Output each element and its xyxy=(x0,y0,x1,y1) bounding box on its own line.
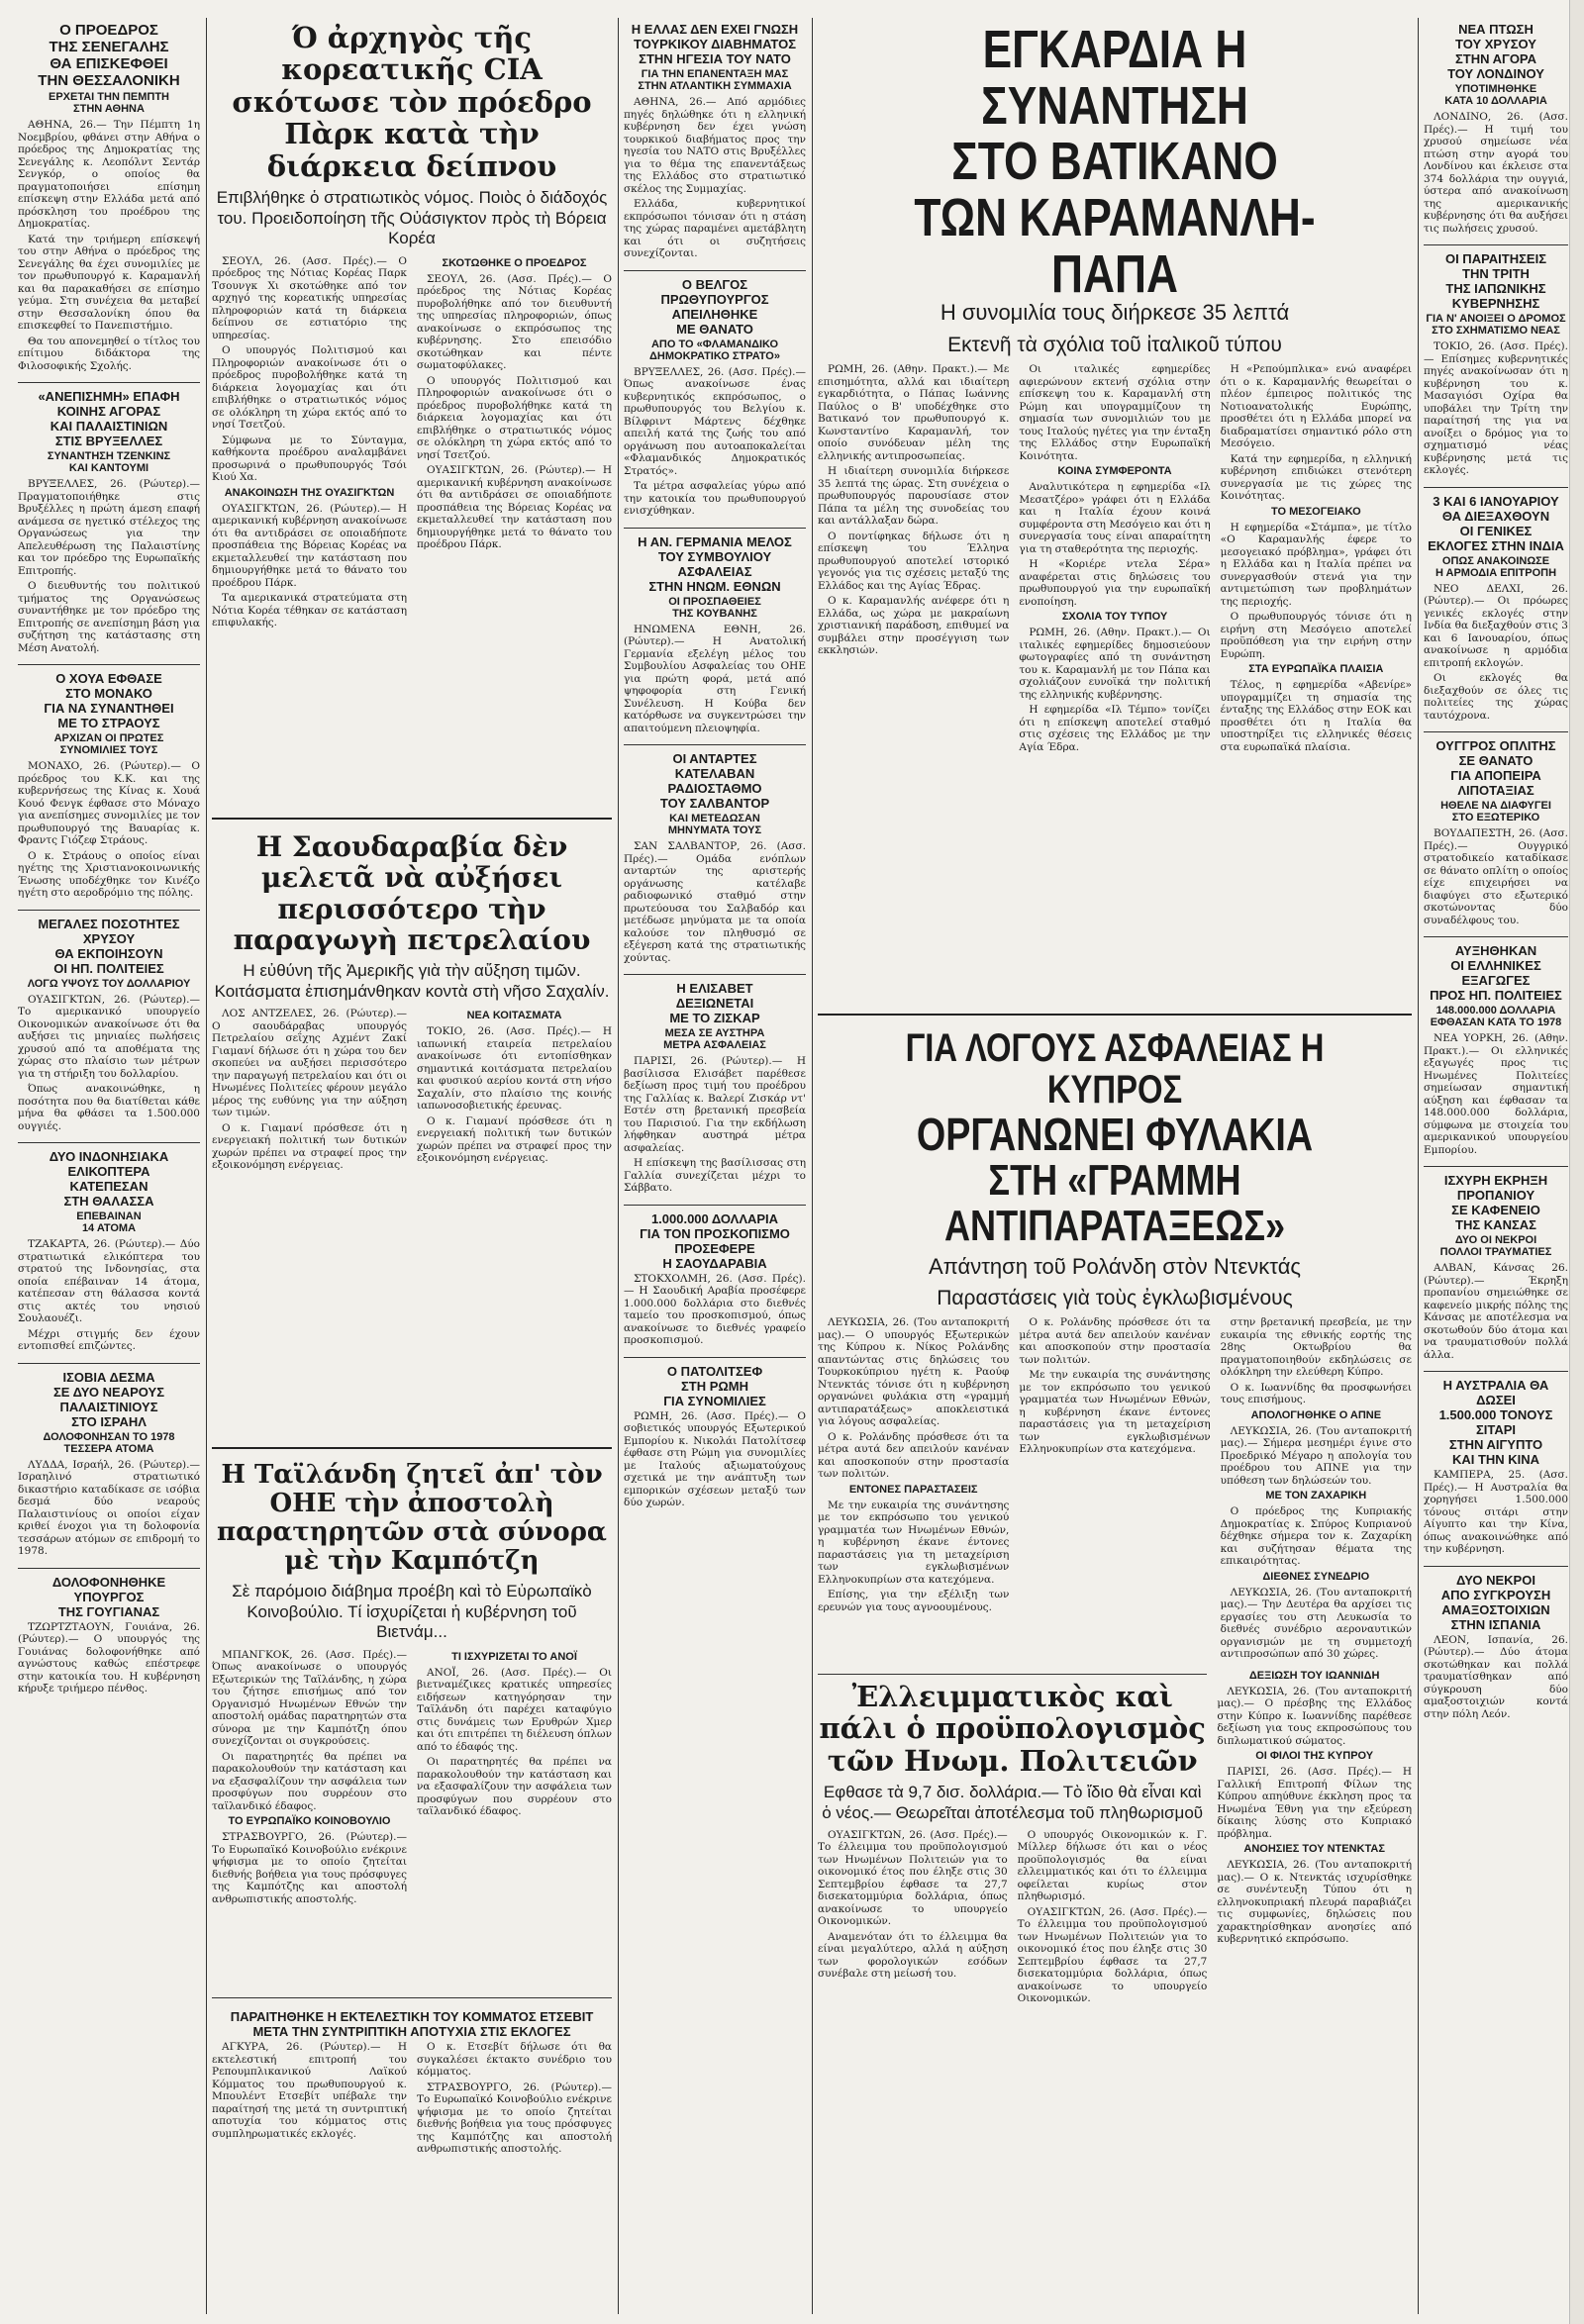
story-indonesia xyxy=(18,1149,200,1353)
story-headline: ΠΑΡΑΙΤΗΘΗΚΕ Η ΕΚΤΕΛΕΣΤΙΚΗ ΤΟΥ ΚΟΜΜΑΤΟΣ ΕΤΣΕΒΙΤ ΜΕΤΑ ΤΗΝ ΣΥΝΤΡΙΠΤΙΚΗ ΑΠΟΤΥΧΙΑ ΣΤΙΣ ΕΚΛΟΓΕΣ xyxy=(230,2009,594,2039)
story-paragraph: ΝΕΑ ΥΟΡΚΗ, 26. (Αθην. Πρακτ.).— Οι ελληνικές εξαγωγές προς τις Ηνωμένες Πολιτείες σημείωσαν σημαντική αύξηση και έφθασαν τα 148.000.000 δολλάρια, σύμφωνα με στοιχεία του αμερικανικού υπουργείου Εμπορίου. xyxy=(1424,1032,1568,1156)
story-spain xyxy=(1424,1573,1568,1721)
story-australia xyxy=(1424,1378,1568,1556)
story-monaco xyxy=(18,671,200,900)
headline-line: ΕΓΚΑΡΔΙΑ Η ΣΥΝΑΝΤΗΣΗ xyxy=(981,20,1248,136)
story-deck: Σὲ παρόμοιο διάβημα προέβη καὶ τὸ Εὐρωπαϊκὸ Κοινοβούλιο. Τί ἰσχυρίζεται ἡ κυβέρνηση τοῦ Βιετνάμ... xyxy=(232,1582,592,1642)
headline-line: ΓΙΑ ΛΟΓΟΥΣ ΑΣΦΑΛΕΙΑΣ Η ΚΥΠΡΟΣ xyxy=(905,1026,1325,1112)
story-subhead: ΟΙ ΦΙΛΟΙ ΤΗΣ ΚΥΠΡΟΥ xyxy=(1255,1750,1374,1763)
divider xyxy=(212,1997,612,1998)
story-paragraph: Ο πρωθυπουργός τόνισε ότι η ειρήνη στη Μεσόγειο αποτελεί προϋπόθεση για την ειρήνη στην Ευρώπη. xyxy=(1220,611,1412,660)
story-paragraph: Ο κ. Καραμανλής ανέφερε ότι η Ελλάδα, ως χώρα με μακραίωνη χριστιανική παράδοση, επιθυμεί να συμβάλει στην προσέγγιση των εκκλησιών. xyxy=(818,595,1010,657)
story-paragraph: ΑΛΒΑΝ, Κάνσας 26. (Ρώυτερ).— Έκρηξη προπανίου σημειώθηκε σε καφενείο μικρής πόλης της Κάνσας με αποτέλεσμα να σκοτωθούν δύο άτομα και να τραυματισθούν πολλά άλλα. xyxy=(1424,1262,1568,1361)
story-headline: Ο ΧΟΥΑ ΕΦΘΑΣΕ ΣΤΟ ΜΟΝΑΚΟ ΓΙΑ ΝΑ ΣΥΝΑΝΤΗΘΕΙ ΜΕ ΤΟ ΣΤΡΑΟΥΣ xyxy=(44,671,174,730)
divider xyxy=(1424,487,1568,488)
story-paragraph: ΟΥΑΣΙΓΚΤΩΝ, 26. (Ασσ. Πρές).— Το έλλειμμα του προϋπολογισμού των Ηνωμένων Πολιτειών για το οικονομικό έτος που έληξε στις 30 Σεπτεμβρίου έφθασε τα 27,7 δισεκατομμύρια δολλάρια, όπως ανακοίνωσε το υπουργείο Οικονομικών. xyxy=(818,1828,1008,1928)
story-column xyxy=(417,1008,612,1175)
story-paragraph: Ο πρόεδρος της Κυπριακής Δημοκρατίας κ. Σπύρος Κυπριανού δέχθηκε σήμερα τον κ. Ζαχαρίκη και συζήτησαν θέματα της επικαιρότητας. xyxy=(1220,1505,1412,1568)
story-paragraph: ΛΕΥΚΩΣΙΑ, 26. (Του ανταποκριτή μας).— Ο κ. Ντενκτάς ισχυρίσθηκε σε συνέντευξη Τύπου ότι η ελληνοκυπριακή πλευρά παραβιάζει τις συμφωνίες, δηλώσεις που χαρακτηρίσθηκαν ανοησίες από κυβερνητικό εκπρόσωπο. xyxy=(1217,1859,1412,1946)
story-subhead: ΟΠΩΣ ΑΝΑΚΟΙΝΩΣΕ Η ΑΡΜΟΔΙΑ ΕΠΙΤΡΟΠΗ xyxy=(1435,554,1557,579)
story-paragraph: Οι ιταλικές εφημερίδες αφιερώνουν εκτενή σχόλια στην επίσκεψη του κ. Καραμανλή στη Ρώμη και υπογραμμίζουν τη σημασία των συνομιλιών του με τους Ιταλούς ηγέτες για την ένταξη της Ελλάδος στην Ευρωπαϊκή Κοινότητα. xyxy=(1019,363,1211,462)
story-columns xyxy=(818,1316,1412,1664)
story-salvador xyxy=(624,751,806,964)
story-paragraph: Θα του απονεμηθεί ο τίτλος του επίτιμου διδάκτορα της Φιλοσοφικής Σχολής. xyxy=(18,335,200,372)
story-headline: Η ΑΝ. ΓΕΡΜΑΝΙΑ ΜΕΛΟΣ ΤΟΥ ΣΥΜΒΟΥΛΙΟΥ ΑΣΦΑΛΕΙΑΣ ΣΤΗΝ ΗΝΩΜ. ΕΘΝΩΝ xyxy=(638,533,792,594)
story-paragraph: Ο υπουργός Οικονομικών κ. Γ. Μίλλερ δήλωσε ότι και ο νέος προϋπολογισμός θα είναι ελλειμματικός και ότι το έλλειμμα οφείλεται κυρίως στον πληθωρισμό. xyxy=(1017,1828,1208,1903)
story-subhead: ΑΡΧΙΖΑΝ ΟΙ ΠΡΩΤΕΣ ΣΥΝΟΜΙΛΙΕΣ ΤΟΥΣ xyxy=(53,732,164,756)
story-headline xyxy=(871,22,1358,302)
story-headline: 3 ΚΑΙ 6 ΙΑΝΟΥΑΡΙΟΥ ΘΑ ΔΙΕΞΑΧΘΟΥΝ ΟΙ ΓΕΝΙΚΕΣ ΕΚΛΟΓΕΣ ΣΤΗΝ ΙΝΔΙΑ xyxy=(1428,493,1564,553)
story-vatican xyxy=(818,18,1412,1008)
story-paragraph: ΡΩΜΗ, 26. (Ασσ. Πρές).— Ο σοβιετικός υπουργός Εξωτερικού Εμπορίου κ. Νικολάι Πατολίτσεφ έφθασε στη Ρώμη για συνομιλίες με Ιταλούς αξιωματούχους σχετικά με την ανάπτυξη των εμπορικών σχέσεων μεταξύ των δύο χωρών. xyxy=(624,1409,806,1508)
story-columns xyxy=(212,1008,612,1175)
story-thailand xyxy=(212,1457,612,1991)
story-headline: Ἐλλειμματικὸς καὶ πάλι ὁ προϋπολογισμὸς τῶν Ηνωμ. Πολιτειῶν xyxy=(819,1679,1206,1778)
story-headline: ΑΥΞΗΘΗΚΑΝ ΟΙ ΕΛΛΗΝΙΚΕΣ ΕΞΑΓΩΓΕΣ ΠΡΟΣ ΗΠ. ΠΟΛΙΤΕΙΕΣ xyxy=(1430,943,1562,1003)
story-saudi xyxy=(212,827,612,1441)
story-column xyxy=(818,1316,1009,1664)
story-turkey xyxy=(212,2005,612,2314)
divider xyxy=(624,1357,806,1358)
story-paragraph: ΟΥΑΣΙΓΚΤΩΝ, 26. (Ασσ. Πρές).— Το έλλειμμα του προϋπολογισμού των Ηνωμένων Πολιτειών για το οικονομικό έτος που έληξε στις 30 Σεπτεμβρίου έφθασε τα 27,7 δισεκατομμύρια δολλάρια, όπως ανακοίνωσε το υπουργείο Οικονομικών. xyxy=(1017,1905,1208,2005)
story-paragraph: ΟΥΑΣΙΓΚΤΩΝ, 26. (Ρώυτερ).— Η αμερικανική κυβέρνηση ανακοίνωσε ότι θα αντιδράσει σε οποιαδήποτε προσπάθεια της Βόρειας Κορέας να εκμεταλλευθεί την κατάσταση που δημιουργήθηκε μετά το θάνατο του προέδρου Πάρκ. xyxy=(417,464,612,551)
divider xyxy=(624,528,806,529)
story-paragraph: Η εφημερίδα «Ιλ Τέμπο» τονίζει ότι η επίσκεψη αποτελεί σταθμό στις σχέσεις της Ελλάδος με την Αγία Έδρα. xyxy=(1019,704,1211,753)
divider xyxy=(212,818,612,820)
story-exports xyxy=(1424,943,1568,1156)
story-paragraph: ΒΡΥΞΕΛΛΕΣ, 26. (Ρώυτερ).— Πραγματοποιήθηκε στις Βρυξέλλες η πρώτη άμεση επαφή ανάμεσα σε ηγετικό στέλεχος της Οργανώσεως για την Απελευθέρωση της Παλαιστίνης και τον πρόεδρο της Ευρωπαϊκής Επιτροπής. xyxy=(18,478,200,577)
story-subhead: ΔΕΞΙΩΣΗ ΤΟΥ ΙΩΑΝΝΙΔΗ xyxy=(1248,1669,1380,1682)
story-palestinians xyxy=(18,1370,200,1558)
story-subhead: ΟΙ ΠΡΟΣΠΑΘΕΙΕΣ ΤΗΣ ΚΟΥΒΑΝΗΣ xyxy=(668,595,761,620)
story-india xyxy=(1424,494,1568,723)
story-paragraph: ΤΟΚΙΟ, 26. (Ασσ. Πρές).— Η ιαπωνική εταιρεία πετρελαίου ανακοίνωσε ότι εντοπίσθηκαν σημαντικά κοιτάσματα πετρελαίου και φυσικού αερίου κοντά στη νήσο Σαχαλίν, στο πλαίσιο της κοινής ιαπωνοσοβιετικής έρευνας. xyxy=(417,1025,612,1113)
story-paragraph: ΤΖΩΡΤΖΤΑΟΥΝ, Γουιάνα, 26. (Ρώυτερ).— Ο υπουργός της Γουιάνας δολοφονήθηκε από αγνώστους καθώς επέστρεφε στην κατοικία του. Η κυβέρνηση κήρυξε τριήμερο πένθος. xyxy=(18,1620,200,1695)
story-headline: Η Ταϊλάνδη ζητεῖ ἀπ' τὸν ΟΗΕ τὴν ἀποστολὴ παρατηρητῶν στὰ σύνορα μὲ τὴν Καμπότζη xyxy=(217,1460,607,1577)
story-columns xyxy=(818,1829,1207,2008)
story-paragraph: ΑΓΚΥΡΑ, 26. (Ρώυτερ).— Η εκτελεστική επιτροπή του Ρεπουμπλικανικού Λαϊκού Κόμματος του πρωθυπουργού κ. Μπουλέντ Ετσεβίτ υπέβαλε την παραίτησή της μετά τη συντριπτική αποτυχία του κόμματος στις συμπληρωματικές εκλογές. xyxy=(212,2041,407,2140)
story-headline: Ο ΒΕΛΓΟΣ ΠΡΩΘΥΠΟΥΡΓΟΣ ΑΠΕΙΛΗΘΗΚΕ ΜΕ ΘΑΝΑΤΟ xyxy=(660,276,769,337)
divider xyxy=(624,744,806,745)
story-headline: ΟΙ ΑΝΤΑΡΤΕΣ ΚΑΤΕΛΑΒΑΝ ΡΑΔΙΟΣΤΑΘΜΟ ΤΟΥ ΣΑΛΒΑΝΤΟΡ xyxy=(659,751,770,811)
lower-section xyxy=(818,1668,1412,2008)
story-eec xyxy=(18,389,200,654)
story-headline: Η Σαουδαραβία δὲν μελετᾶ νὰ αὐξήσει περισσότερο τὴν παραγωγὴ πετρελαίου xyxy=(233,830,591,957)
story-paragraph: ΛΕΥΚΩΣΙΑ, 26. (Του ανταποκριτή μας).— Την Δευτέρα θα αρχίσει τις εργασίες του στη Λευκωσία το διεθνές συνέδριο αεροναυτικών οργανισμών με τη συμμετοχή αντιπροσώπων από 30 χώρες. xyxy=(1220,1586,1412,1661)
story-paragraph: Ο κ. Ρολάνδης πρόσθεσε ότι τα μέτρα αυτά δεν απειλούν κανέναν και αποσκοπούν στην προστασία των πολιτών. xyxy=(1019,1316,1211,1366)
story-headline: «ΑΝΕΠΙΣΗΜΗ» ΕΠΑΦΗ ΚΟΙΝΗΣ ΑΓΟΡΑΣ ΚΑΙ ΠΑΛΑΙΣΤΙΝΙΩΝ ΣΤΙΣ ΒΡΥΞΕΛΛΕΣ xyxy=(38,389,180,448)
story-columns xyxy=(818,363,1412,756)
story-subhead: ΣΧΟΛΙΑ ΤΟΥ ΤΥΠΟΥ xyxy=(1061,611,1168,624)
story-elizabeth xyxy=(624,981,806,1195)
story-subhead: ΓΙΑ ΤΗΝ ΕΠΑΝΕΝΤΑΞΗ ΜΑΣ ΣΤΗΝ ΑΤΛΑΝΤΙΚΗ ΣΥΜΜΑΧΙΑ xyxy=(638,68,792,92)
story-paragraph: Οι εκλογές θα διεξαχθούν σε όλες τις πολιτείες της χώρας ταυτόχρονα. xyxy=(1424,672,1568,722)
divider xyxy=(18,1363,200,1364)
story-paragraph: ΠΑΡΙΣΙ, 26. (Ασσ. Πρές).— Η Γαλλική Επιτροπή Φίλων της Κύπρου απηύθυνε έκκληση προς τα Ηνωμένα Έθνη για την εξεύρεση δίκαιης λύσης στο Κυπριακό πρόβλημα. xyxy=(1217,1766,1412,1840)
story-paragraph: ΣΤΡΑΣΒΟΥΡΓΟ, 26. (Ρώυτερ).— Το Ευρωπαϊκό Κοινοβούλιο ενέκρινε ψήφισμα με το οποίο ζητείται διεθνής βοήθεια για τους πρόσφυγες της Καμπότζης και αποστολή ανθρωπιστικής αποστολής. xyxy=(212,1831,407,1905)
story-deck: Επιβλήθηκε ὁ στρατιωτικὸς νόμος. Ποιὸς ὁ διάδοχός του. Προειδοποίηση τῆς Οὐάσιγκτον πρὸς τὴ Βόρεια Κορέα xyxy=(216,188,608,248)
story-column xyxy=(1018,1829,1208,2008)
headline-line: ΟΡΓΑΝΩΝΕΙ ΦΥΛΑΚΙΑ xyxy=(916,1109,1314,1160)
story-subhead: ΤΟ ΕΥΡΩΠΑΪΚΟ ΚΟΙΝΟΒΟΥΛΙΟ xyxy=(228,1815,391,1828)
column-rule xyxy=(1418,18,1419,2314)
story-column xyxy=(212,1649,407,1909)
story-paragraph: ΑΘΗΝΑ, 26.— Την Πέμπτη 1η Νοεμβρίου, φθάνει στην Αθήνα ο πρόεδρος της Δημοκρατίας της Σενεγάλης κ. Λεοπόλντ Σεντάρ Σενγκόρ, ο οποίος θα πραγματοποιήσει επίσημη επίσκεψη στην Ελλάδα μετά από πρόσκληση του προέδρου της Δημοκρατίας. xyxy=(18,119,200,230)
story-paragraph: ΣΕΟΥΛ, 26. (Ασσ. Πρές).— Ο πρόεδρος της Νότιας Κορέας Παρκ Τσουνγκ Χι σκοτώθηκε από τον αρχηγό της κορεατικής υπηρεσίας πληροφοριών κατά τη διάρκεια δείπνου σε εστιατόριο της υπηρεσίας. xyxy=(212,254,407,341)
story-subhead: ΗΘΕΛΕ ΝΑ ΔΙΑΦΥΓΕΙ ΣΤΟ ΕΞΩΤΕΡΙΚΟ xyxy=(1440,800,1551,823)
story-deck: Η συνομιλία τους διήρκεσε 35 λεπτά xyxy=(940,300,1290,326)
story-paragraph: ΑΘΗΝΑ, 26.— Από αρμόδιες πηγές δηλώθηκε ότι η ελληνική κυβέρνηση δεν έχει γνώση τουρκικού διαβήματος προς την ηγεσία του ΝΑΤΟ στις Βρυξέλλες για το θέμα της επανεντάξεως της Ελλάδος στο στρατιωτικό σκέλος της Συμμαχίας. xyxy=(624,96,806,195)
story-paragraph: Επίσης, για την εξέλιξη των ερευνών για τους αγνοουμένους. xyxy=(818,1589,1010,1613)
story-paragraph: ΗΝΩΜΕΝΑ ΕΘΝΗ, 26. (Ρώυτερ).— Η Ανατολική Γερμανία εξελέγη μέλος του Συμβουλίου Ασφαλείας του ΟΗΕ για πρώτη φορά, μετά από ψηφοφορία στη Γενική Συνέλευση. Η Κούβα δεν κατόρθωσε να συγκεντρώσει την απαιτούμενη πλειοψηφία. xyxy=(624,623,806,734)
divider xyxy=(624,1205,806,1206)
story-paragraph: ΣΤΟΚΧΟΛΜΗ, 26. (Ασσ. Πρές).— Η Σαουδική Αραβία προσέφερε 1.000.000 δολλάρια στο διεθνές ταμείο του προσκοπισμού, όπως ανακοίνωσε το διεθνές γραφείο προσκοπισμού. xyxy=(624,1272,806,1346)
story-subhead: ΕΠΕΒΑΙΝΑΝ 14 ΑΤΟΜΑ xyxy=(76,1210,142,1234)
story-headline: ΙΣΟΒΙΑ ΔΕΣΜΑ ΣΕ ΔΥΟ ΝΕΑΡΟΥΣ ΠΑΛΑΙΣΤΙΝΙΟΥΣ ΣΤΟ ΙΣΡΑΗΛ xyxy=(52,1369,164,1429)
divider xyxy=(818,1014,1412,1016)
story-paragraph: ΑΝΟΪ, 26. (Ασσ. Πρές).— Οι βιετναμέζικες κρατικές υπηρεσίες ειδήσεων κατηγόρησαν την Ταϊλάνδη ότι παρέχει καταφύγιο στις δυνάμεις των Ερυθρών Χμερ και ότι επιτρέπει τη διέλευση όπλων από το έδαφός της. xyxy=(417,1666,612,1753)
story-paragraph: Κατά την τριήμερη επίσκεψή του στην Αθήνα ο πρόεδρος της Σενεγάλης θα έχει συνομιλίες με τον πρωθυπουργό κ. Καραμανλή και θα παρακαθήσει σε επίσημο γεύμα. Στη συνέχεια θα μεταβεί στην Θεσσαλονίκη όπου θα επισκεφθεί το Πανεπιστήμιο. xyxy=(18,233,200,332)
story-subhead: ΕΝΤΟΝΕΣ ΠΑΡΑΣΤΑΣΕΙΣ xyxy=(848,1483,978,1496)
story-guyana xyxy=(18,1575,200,1695)
story-headline: Η ΕΛΛΑΣ ΔΕΝ ΕΧΕΙ ΓΝΩΣΗ ΤΟΥΡΚΙΚΟΥ ΔΙΑΒΗΜΑΤΟΣ ΣΤΗΝ ΗΓΕΣΙΑ ΤΟΥ ΝΑΤΟ xyxy=(631,22,799,66)
story-paragraph: ΟΥΑΣΙΓΚΤΩΝ, 26. (Ρώυτερ).— Το αμερικανικό υπουργείο Οικονομικών ανακοίνωσε ότι θα αυξήσει τις μηνιαίες πωλήσεις χρυσού από τα αποθέματα της χώρας στο πλαίσιο των μέτρων για τη στήριξη του δολλαρίου. xyxy=(18,993,200,1080)
story-subhead: ΑΠΟΛΟΓΗΘΗΚΕ Ο ΑΠΝΕ xyxy=(1250,1408,1382,1421)
story-headline: ΜΕΓΑΛΕΣ ΠΟΣΟΤΗΤΕΣ ΧΡΥΣΟΥ ΘΑ ΕΚΠΟΙΗΣΟΥΝ ΟΙ ΗΠ. ΠΟΛΙΤΕΙΕΣ xyxy=(38,916,180,976)
story-paragraph: Μέχρι στιγμής δεν έχουν εντοπισθεί επιζώντες. xyxy=(18,1327,200,1352)
divider xyxy=(1424,1166,1568,1167)
story-paragraph: Με την ευκαιρία της συνάντησης με τον εκπρόσωπο του γενικού γραμματέα των Ηνωμένων Εθνών, η κυβέρνηση έκανε έντονες παραστάσεις για τη μεταχείριση των εγκλωβισμένων Ελληνοκυπρίων στα κατεχόμενα. xyxy=(818,1499,1010,1586)
story-column xyxy=(1217,1668,1412,2008)
story-headline: Η ΑΥΣΤΡΑΛΙΑ ΘΑ ΔΩΣΕΙ 1.500.000 ΤΟΝΟΥΣ ΣΙΤΑΡΙ ΣΤΗΝ ΑΙΓΥΠΤΟ ΚΑΙ ΤΗΝ ΚΙΝΑ xyxy=(1438,1378,1553,1467)
divider xyxy=(18,664,200,665)
story-paragraph: ΛΕΟΝ, Ισπανία, 26. (Ρώυτερ).— Δύο άτομα σκοτώθηκαν και πολλά τραυματίσθηκαν από σύγκρουση δύο αμαξοστοιχιών κοντά στην πόλη Λεόν. xyxy=(1424,1633,1568,1720)
story-paragraph: ΟΥΑΣΙΓΚΤΩΝ, 26. (Ρώυτερ).— Η αμερικανική κυβέρνηση ανακοίνωσε ότι θα αντιδράσει σε οποιαδήποτε προσπάθεια της Βόρειας Κορέας να εκμεταλλευθεί την κατάσταση που δημιουργήθηκε μετά το θάνατο του προέδρου Πάρκ. xyxy=(212,502,407,589)
column-rule xyxy=(206,18,207,2314)
story-paragraph: Τέλος, η εφημερίδα «Αβενίρε» υπογραμμίζει τη σημασία της ένταξης της Ελλάδος στην ΕΟΚ και προσθέτει ότι η Ιταλία θα υποστηρίξει τις ελληνικές θέσεις στα ευρωπαϊκά πλαίσια. xyxy=(1220,679,1412,753)
divider xyxy=(1424,936,1568,937)
story-columns xyxy=(212,1649,612,1909)
story-senegal xyxy=(18,22,200,372)
story-headline: ΔΟΛΟΦΟΝΗΘΗΚΕ ΥΠΟΥΡΓΟΣ ΤΗΣ ΓΟΥΓΙΑΝΑΣ xyxy=(51,1574,166,1619)
story-paragraph: Ο κ. Ετσεβίτ δήλωσε ότι θα συγκαλέσει έκτακτο συνέδριο του κόμματος. xyxy=(417,2041,612,2078)
story-paragraph: ΒΟΥΔΑΠΕΣΤΗ, 26. (Ασσ. Πρές).— Ουγγρικό στρατοδικείο καταδίκασε σε θάνατο οπλίτη ο οποίος είχε επιχειρήσει να διαφύγει στο εξωτερικό σκοτώνοντας δύο συναδέλφους του. xyxy=(1424,827,1568,926)
story-patolichev xyxy=(624,1364,806,1509)
story-paragraph: Ο ποντίφηκας δήλωσε ότι η επίσκεψη του Έλληνα πρωθυπουργού αποτελεί ιστορικό γεγονός για τις σχέσεις μεταξύ της Ελλάδος και της Αγίας Έδρας. xyxy=(818,530,1010,592)
story-paragraph: ΝΕΟ ΔΕΛΧΙ, 26. (Ρώυτερ).— Οι πρόωρες γενικές εκλογές στην Ινδία θα διεξαχθούν στις 3 και 6 Ιανουαρίου, όπως ανακοίνωσε η αρμόδια επιτροπή εκλογών. xyxy=(1424,582,1568,669)
story-paragraph: ΤΖΑΚΑΡΤΑ, 26. (Ρώυτερ).— Δύο στρατιωτικά ελικόπτερα του στρατού της Ινδονησίας, στα οποία επέβαιναν 14 άτομα, κατέπεσαν στη θάλασσα κοντά στις ακτές του νησιού Σουλαουέζι. xyxy=(18,1238,200,1324)
story-deck: Απάντηση τοῦ Ρολάνδη στὸν Ντενκτάς xyxy=(928,1253,1302,1279)
story-column xyxy=(1019,363,1210,756)
headline-line: ΣΤΟ ΒΑΤΙΚΑΝΟ xyxy=(951,132,1278,192)
story-paragraph: Με την ευκαιρία της συνάντησης με τον εκπρόσωπο του γενικού γραμματέα των Ηνωμένων Εθνών, η κυβέρνηση έκανε έντονες παραστάσεις για τη μεταχείριση των εγκλωβισμένων Ελληνοκυπρίων στα κατεχόμενα. xyxy=(1019,1369,1211,1456)
story-paragraph: Σύμφωνα με το Σύνταγμα, καθήκοντα προέδρου αναλαμβάνει προσωρινά ο πρωθυπουργός Τσόι Κιού Χα. xyxy=(212,434,407,484)
story-paragraph: ΒΡΥΞΕΛΛΕΣ, 26. (Ασσ. Πρές).— Όπως ανακοίνωσε ένας κυβερνητικός εκπρόσωπος, ο πρωθυπουργός του Βελγίου κ. Βίλφριντ Μάρτενς δέχθηκε απειλή κατά της ζωής του από οργάνωση που αυτοαποκαλείται «Φλαμανδικός Δημοκρατικός Στρατός». xyxy=(624,365,806,477)
story-subhead: ΔΥΟ ΟΙ ΝΕΚΡΟΙ ΠΟΛΛΟΙ ΤΡΑΥΜΑΤΙΕΣ xyxy=(1439,1234,1552,1258)
story-columns xyxy=(212,255,612,632)
story-headline: Η ΕΛΙΣΑΒΕΤ ΔΕΞΙΩΝΕΤΑΙ ΜΕ ΤΟ ΖΙΣΚΑΡ xyxy=(669,981,760,1025)
story-subhead: ΤΙ ΙΣΧΥΡΙΖΕΤΑΙ ΤΟ ΑΝΟΪ xyxy=(451,1650,577,1663)
column-1 xyxy=(18,18,200,2314)
story-subhead: ΝΕΑ ΚΟΙΤΑΣΜΑΤΑ xyxy=(466,1010,562,1022)
story-subhead: ΥΠΟΤΙΜΗΘΗΚΕ ΚΑΤΑ 10 ΔΟΛΛΑΡΙΑ xyxy=(1444,83,1547,107)
story-subhead: ΑΠΟ ΤΟ «ΦΛΑΜΑΝΔΙΚΟ ΔΗΜΟΚΡΑΤΙΚΟ ΣΤΡΑΤΟ» xyxy=(649,338,780,362)
story-cia xyxy=(212,18,612,810)
page-edge xyxy=(1569,0,1584,2324)
story-paragraph: Ο κ. Γιαμανί πρόσθεσε ότι η ενεργειακή πολιτική των δυτικών χωρών πρέπει να στραφεί προς την εξοικονόμηση ενέργειας. xyxy=(417,1114,612,1165)
story-paragraph: ΛΟΝΔΙΝΟ, 26. (Ασσ. Πρές).— Η τιμή του χρυσού σημείωσε νέα πτώση στην αγορά του Λονδίνου και έκλεισε στα 374 δολλάρια την ουγγιά, ύστερα από ανακοίνωση της αμερικανικής κυβέρνησης ότι θα αυξήσει τις πωλήσεις χρυσού. xyxy=(1424,111,1568,235)
story-column xyxy=(1221,363,1412,756)
story-paragraph: Κατά την εφημερίδα, η ελληνική κυβέρνηση επιδιώκει στενότερη συνεργασία με τις χώρες της Κοινότητας. xyxy=(1220,452,1412,503)
story-column xyxy=(212,1008,407,1175)
story-column xyxy=(1019,1316,1210,1664)
story-column xyxy=(417,255,612,632)
story-paragraph: ΚΑΜΠΕΡΑ, 25. (Ασσ. Πρές).— Η Αυστραλία θα χορηγήσει 1.500.000 τόνους σιτάρι στην Αίγυπτο και την Κίνα, όπως ανακοινώθηκε από την κυβέρνηση. xyxy=(1424,1469,1568,1555)
divider xyxy=(624,270,806,271)
story-budget xyxy=(818,1668,1207,2008)
story-subhead: ΤΟ ΜΕΣΟΓΕΙΑΚΟ xyxy=(1270,505,1361,518)
story-subhead: ΔΟΛΟΦΟΝΗΣΑΝ ΤΟ 1978 ΤΕΣΣΕΡΑ ΑΤΟΜΑ xyxy=(43,1430,175,1455)
story-deck: Εκτενῆ τὰ σχόλια τοῦ ἰταλικοῦ τύπου xyxy=(947,333,1282,356)
story-paragraph: Ο κ. Γιαμανί πρόσθεσε ότι η ενεργειακή πολιτική των δυτικών χωρών πρέπει να στραφεί προς την εξοικονόμηση ενέργειας. xyxy=(212,1121,407,1172)
story-velgos xyxy=(624,277,806,518)
story-subhead: ΚΟΙΝΑ ΣΥΜΦΕΡΟΝΤΑ xyxy=(1057,465,1172,478)
story-headline: ΔΥΟ ΝΕΚΡΟΙ ΑΠΟ ΣΥΓΚΡΟΥΣΗ ΑΜΑΞΟΣΤΟΙΧΙΩΝ ΣΤΗΝ ΙΣΠΑΝΙΑ xyxy=(1440,1572,1551,1632)
story-paragraph: ΜΟΝΑΧΟ, 26. (Ρώυτερ).— Ο πρόεδρος του Κ.Κ. και της κυβερνήσεως της Κίνας κ. Χουά Κουό Φενγκ έφθασε στο Μόναχο για ανεπίσημες συνομιλίες με τον πρωθυπουργό της Βαυαρίας κ. Φραντς Γιόζεφ Στράους. xyxy=(18,760,200,846)
column-4 xyxy=(624,18,806,2314)
story-column xyxy=(212,2041,407,2159)
story-deck: Η εὐθύνη τῆς Ἀμερικῆς γιὰ τὴν αὔξηση τιμῶν. Κοιτάσματα ἐπισημάνθηκαν κοντὰ στὴ νῆσο Σαχαλίν. xyxy=(214,961,610,1001)
story-column xyxy=(417,2041,612,2159)
divider xyxy=(1424,1566,1568,1567)
story-japan xyxy=(1424,251,1568,477)
headline-line: ΤΩΝ ΚΑΡΑΜΑΝΛΗ-ΠΑΠΑ xyxy=(914,188,1316,304)
divider xyxy=(18,382,200,383)
story-paragraph: ΛΕΥΚΩΣΙΑ, 26. (Του ανταποκριτή μας).— Ο πρέσβης της Ελλάδος στην Κύπρο κ. Ιωαννίδης παρέθεσε δεξίωση για τους εκπροσώπους του διπλωματικού σώματος. xyxy=(1217,1685,1412,1747)
story-column xyxy=(818,363,1009,756)
story-headline xyxy=(871,1027,1358,1250)
story-scouting xyxy=(624,1211,806,1347)
divider xyxy=(1424,1371,1568,1372)
column-rule xyxy=(812,18,813,2314)
story-deck: Εφθασε τὰ 9,7 δισ. δολλάρια.— Τὸ ἴδιο θὰ εἶναι καὶ ὁ νέος.— Θεωρεῖται ἀποτέλεσμα τοῦ πληθωρισμοῦ xyxy=(822,1783,1204,1822)
story-paragraph: Τα μέτρα ασφαλείας γύρω από την κατοικία του πρωθυπουργού ενισχύθηκαν. xyxy=(624,480,806,517)
story-paragraph: Ο διευθυντής του πολιτικού τμήματος της Οργανώσεως συναντήθηκε με τον πρόεδρο της Επιτροπής σε ανεπίσημη βάση για συζήτηση της κατάστασης στη Μέση Ανατολή. xyxy=(18,580,200,654)
story-paragraph: Η «Ρεπούμπλικα» ενώ αναφέρει ότι ο κ. Καραμανλής θεωρείται ο πλέον έμπειρος πολιτικός της Νοτιοανατολικής Ευρώπης, προσθέτει ότι η Ελλάδα μπορεί να διαδραματίσει σημαντικό ρόλο στη Μεσόγειο. xyxy=(1220,363,1412,450)
divider xyxy=(18,910,200,911)
story-subhead: ΓΙΑ Ν' ΑΝΟΙΞΕΙ Ο ΔΡΟΜΟΣ ΣΤΟ ΣΧΗΜΑΤΙΣΜΟ ΝΕΑΣ xyxy=(1426,313,1566,337)
story-paragraph: Ο κ. Στράους ο οποίος είναι ηγέτης της Χριστιανοκοινωνικής Ένωσης υποδέχθηκε τον Κινέζο ηγέτη στο αεροδρόμιο της πόλης. xyxy=(18,849,200,899)
story-paragraph: Ο υπουργός Πολιτισμού και Πληροφοριών ανακοίνωσε ότι ο πρόεδρος πυροβολήθηκε κατά τη διάρκεια λογομαχίας και ότι επιβλήθηκε ο στρατιωτικός νόμος σε ολόκληρη τη χώρα εκτός από το νησί Τσετζού. xyxy=(212,344,407,432)
story-headline: ΔΥΟ ΙΝΔΟΝΗΣΙΑΚΑ ΕΛΙΚΟΠΤΕΡΑ ΚΑΤΕΠΕΣΑΝ ΣΤΗ ΘΑΛΑΣΣΑ xyxy=(49,1149,169,1209)
divider xyxy=(18,1142,200,1143)
story-paragraph: Αναλυτικότερα η εφημερίδα «Ιλ Μεσατζέρο» γράφει ότι η Ελλάδα και η Ιταλία έχουν κοινά συμφέροντα στη Μεσόγειο και ότι η συνεργασία τους είναι απαραίτητη για τη σταθερότητα της περιοχής. xyxy=(1019,481,1211,555)
story-subhead: ΣΤΑ ΕΥΡΩΠΑΪΚΑ ΠΛΑΙΣΙΑ xyxy=(1248,663,1384,676)
story-column xyxy=(818,1829,1008,2008)
story-subhead: ΜΕ ΤΟΝ ΖΑΧΑΡΙΚΗ xyxy=(1265,1490,1367,1502)
story-paragraph: ΡΩΜΗ, 26. (Αθην. Πρακτ.).— Οι ιταλικές εφημερίδες δημοσιεύουν φωτογραφίες από τη συνάντηση του κ. Καραμανλή με τον Πάπα και σχολιάζουν ευνοϊκά την πολιτική της ελληνικής κυβέρνησης. xyxy=(1019,627,1211,701)
story-kansas xyxy=(1424,1173,1568,1361)
divider xyxy=(18,1568,200,1569)
story-paragraph: ΠΑΡΙΣΙ, 26. (Ρώυτερ).— Η βασίλισσα Ελισάβετ παρέθεσε δεξίωση προς τιμή του προέδρου της Γαλλίας κ. Βαλερί Ζισκάρ ντ' Εστέν στη βρετανική πρεσβεία του Παρισιού. Για την εκδήλωση λήφθηκαν αυστηρά μέτρα ασφαλείας. xyxy=(624,1055,806,1154)
story-headline: ΝΕΑ ΠΤΩΣΗ ΤΟΥ ΧΡΥΣΟΥ ΣΤΗΝ ΑΓΟΡΑ ΤΟΥ ΛΟΝΔΙΝΟΥ xyxy=(1447,22,1544,81)
story-headline: ΟΥΓΓΡΟΣ ΟΠΛΙΤΗΣ ΣΕ ΘΑΝΑΤΟ ΓΙΑ ΑΠΟΠΕΙΡΑ ΛΙΠΟΤΑΞΙΑΣ xyxy=(1436,738,1556,798)
story-gold-london xyxy=(1424,22,1568,235)
story-paragraph: Όπως ανακοινώθηκε, η ποσότητα που θα διατίθεται κάθε μήνα θα φθάσει τα 1.500.000 ουγγιές. xyxy=(18,1083,200,1132)
divider xyxy=(818,1674,1207,1675)
story-paragraph: Οι παρατηρητές θα πρέπει να παρακολουθούν την κατάσταση και να εξασφαλίζουν την ασφάλεια των προσφύγων που συρρέουν στο ταϊλανδικό έδαφος. xyxy=(417,1756,612,1818)
story-subhead: ΔΙΕΘΝΕΣ ΣΥΝΕΔΡΙΟ xyxy=(1262,1570,1370,1583)
divider xyxy=(212,1447,612,1449)
story-subhead: ΚΑΙ ΜΕΤΕΔΩΣΑΝ ΜΗΝΥΜΑΤΑ ΤΟΥΣ xyxy=(667,813,762,836)
story-paragraph: Ελλάδα, κυβερνητικοί εκπρόσωποι τόνισαν ότι η στάση της χώρας παραμένει αμετάβλητη και ότι οι συζητήσεις συνεχίζονται. xyxy=(624,198,806,259)
column-8 xyxy=(1424,18,1568,2314)
story-hungary xyxy=(1424,738,1568,926)
story-cyprus xyxy=(818,1023,1412,2314)
story-gold xyxy=(18,917,200,1133)
story-paragraph: ΡΩΜΗ, 26. (Αθην. Πρακτ.).— Με επισημότητα, αλλά και ιδιαίτερη εγκαρδιότητα, ο Πάπας Ιωάννης Παύλος ο Β' υποδέχθηκε στο Βατικανό τον πρωθυπουργό κ. Κωνσταντίνο Καραμανλή, τον οποίο συνόδευαν μέλη της ελληνικής αντιπροσωπείας. xyxy=(818,363,1010,462)
story-subhead: ΕΡΧΕΤΑΙ ΤΗΝ ΠΕΜΠΤΗ ΣΤΗΝ ΑΘΗΝΑ xyxy=(48,91,170,115)
story-deck: Παραστάσεις γιὰ τοὺς ἐγκλωβισμένους xyxy=(937,1287,1293,1310)
story-paragraph: Η επίσκεψη της βασίλισσας στη Γαλλία συνεχίζεται μέχρι το Σάββατο. xyxy=(624,1157,806,1194)
story-column xyxy=(212,255,407,632)
story-column xyxy=(417,1649,612,1909)
story-paragraph: Ο κ. Ρολάνδης πρόσθεσε ότι τα μέτρα αυτά δεν απειλούν κανέναν και αποσκοπούν στην προστασία των πολιτών. xyxy=(818,1430,1010,1481)
story-paragraph: ΛΕΥΚΩΣΙΑ, 26. (Του ανταποκριτή μας).— Ο υπουργός Εξωτερικών της Κύπρου κ. Νίκος Ρολάνδης απαντώντας στις δηλώσεις του Τουρκοκύπριου ηγέτη κ. Ραούφ Ντενκτάς τόνισε ότι η κυβέρνηση οργανώνει φυλάκια στη «γραμμή αντιπαρατάξεως» αποκλειστικά για λόγους ασφαλείας. xyxy=(818,1316,1010,1428)
headline-line: ΣΤΗ «ΓΡΑΜΜΗ ΑΝΤΙΠΑΡΑΤΑΞΕΩΣ» xyxy=(943,1156,1286,1251)
divider xyxy=(624,974,806,975)
story-subhead: ΑΝΑΚΟΙΝΩΣΗ ΤΗΣ ΟΥΑΣΙΓΚΤΩΝ xyxy=(224,486,395,499)
story-paragraph: Ο κ. Ιωαννίδης θα προσφωνήσει τους επισήμους. xyxy=(1220,1381,1412,1406)
story-subhead: ΑΝΟΗΣΙΕΣ ΤΟΥ ΝΤΕΝΚΤΑΣ xyxy=(1243,1843,1385,1856)
story-paragraph: Η ιδιαίτερη συνομιλία διήρκεσε 35 λεπτά της ώρας. Στη συνέχεια ο πρωθυπουργός παρουσίασε στον Πάπα τα μέλη της συνοδείας του και αντάλλαξαν δώρα. xyxy=(818,465,1010,528)
story-paragraph: ΤΟΚΙΟ, 26. (Ασσ. Πρές).— Επίσημες κυβερνητικές πηγές ανακοίνωσαν ότι η κυβέρνηση του κ. Μασαγιόσι Οχίρα θα υποβάλει την Τρίτη την παραίτησή της για να ανοίξει ο δρόμος για το σχηματισμό νέας κυβέρνησης μετά τις εκλογές. xyxy=(1424,340,1568,476)
story-subhead: ΣΚΟΤΩΘΗΚΕ Ο ΠΡΟΕΔΡΟΣ xyxy=(442,256,587,269)
story-paragraph: ΣΤΡΑΣΒΟΥΡΓΟ, 26. (Ρώυτερ).— Το Ευρωπαϊκό Κοινοβούλιο ενέκρινε ψήφισμα με το οποίο ζητείται διεθνής βοήθεια για τους πρόσφυγες της Καμπότζης και αποστολή ανθρωπιστικής αποστολής. xyxy=(417,2081,612,2155)
story-paragraph: Αναμενόταν ότι το έλλειμμα θα είναι μεγαλύτερο, αλλά η αύξηση των φορολογικών εσόδων συνέβαλε στη μείωσή του. xyxy=(818,1930,1008,1981)
story-headline: 1.000.000 ΔΟΛΛΑΡΙΑ ΓΙΑ ΤΟΝ ΠΡΟΣΚΟΠΙΣΜΟ ΠΡΟΣΕΦΕΡΕ Η ΣΑΟΥΔΑΡΑΒΙΑ xyxy=(640,1210,790,1271)
story-headline: ΙΣΧΥΡΗ ΕΚΡΗΞΗ ΠΡΟΠΑΝΙΟΥ ΣΕ ΚΑΦΕΝΕΙΟ ΤΗΣ ΚΑΝΣΑΣ xyxy=(1443,1173,1548,1232)
story-paragraph: Η «Κοριέρε ντελα Σέρα» αναφέρεται στις δηλώσεις του πρωθυπουργού για την ευρωπαϊκή ενοποίηση. xyxy=(1019,558,1211,608)
story-nato xyxy=(624,22,806,260)
divider xyxy=(1424,731,1568,732)
story-subhead: ΜΕΣΑ ΣΕ ΑΥΣΤΗΡΑ ΜΕΤΡΑ ΑΣΦΑΛΕΙΑΣ xyxy=(663,1027,766,1051)
story-subhead: ΛΟΓΩ ΥΨΟΥΣ ΤΟΥ ΔΟΛΛΑΡΙΟΥ xyxy=(27,977,191,990)
story-paragraph: στην βρετανική πρεσβεία, με την ευκαιρία της εθνικής εορτής της 28ης Οκτωβρίου θα πραγματοποιηθούν εκδηλώσεις σε ολόκληρη την ελεύθερη Κύπρο. xyxy=(1220,1316,1412,1379)
story-paragraph: Ο υπουργός Πολιτισμού και Πληροφοριών ανακοίνωσε ότι ο πρόεδρος πυροβολήθηκε κατά τη διάρκεια λογομαχίας και ότι επιβλήθηκε ο στρατιωτικός νόμος σε ολόκληρη τη χώρα εκτός από το νησί Τσετζού. xyxy=(417,374,612,461)
story-headline: Ό ἀρχηγὸς τῆς κορεατικῆς CIA σκότωσε τὸν πρόεδρο Πὰρκ κατὰ τὴν διάρκεια δείπνου xyxy=(232,21,592,183)
story-germany xyxy=(624,534,806,735)
story-headline: ΟΙ ΠΑΡΑΙΤΗΣΕΙΣ ΤΗΝ ΤΡΙΤΗ ΤΗΣ ΙΑΠΩΝΙΚΗΣ ΚΥΒΕΡΝΗΣΗΣ xyxy=(1444,251,1547,311)
column-rule xyxy=(618,18,619,2314)
story-paragraph: ΜΠΑΝΓΚΟΚ, 26. (Ασσ. Πρές).— Όπως ανακοίνωσε ο υπουργός Εξωτερικών της Ταϊλάνδης, η χώρα του ζήτησε επισήμως από τον Οργανισμό Ηνωμένων Εθνών την αποστολή ομάδας παρατηρητών στα σύνορα με την Καμπότζη όπου συνεχίζονται οι συγκρούσεις. xyxy=(212,1648,407,1748)
divider xyxy=(1424,244,1568,245)
story-subhead: 148.000.000 ΔΟΛΛΑΡΙΑ ΕΦΘΑΣΑΝ ΚΑΤΑ ΤΟ 1978 xyxy=(1430,1005,1562,1028)
story-column xyxy=(1221,1316,1412,1664)
story-subhead: ΣΥΝΑΝΤΗΣΗ ΤΖΕΝΚΙΝΣ ΚΑΙ ΚΑΝΤΟΥΜΙ xyxy=(47,450,171,474)
story-paragraph: ΣΕΟΥΛ, 26. (Ασσ. Πρές).— Ο πρόεδρος της Νότιας Κορέας πυροβολήθηκε από τον διευθυντή της υπηρεσίας πληροφοριών, όπως ανακοίνωσε ο εκπρόσωπος της κυβέρνησης. Στο επεισόδιο σκοτώθηκαν και πέντε σωματοφύλακες. xyxy=(417,272,612,372)
story-paragraph: Οι παρατηρητές θα πρέπει να παρακολουθούν την κατάσταση και να εξασφαλίζουν την ασφάλεια των προσφύγων που συρρέουν στο ταϊλανδικό έδαφος. xyxy=(212,1750,407,1812)
story-paragraph: ΛΟΣ ΑΝΤΖΕΛΕΣ, 26. (Ρώυτερ).— Ο σαουδάραβας υπουργός Πετρελαίου σεΐχης Αχμέντ Ζακί Γιαμανί δήλωσε ότι η χώρα του δεν σκοπεύει να αυξήσει περισσότερο την παραγωγή πετρελαίου και ότι οι Ηνωμένες Πολιτείες φέρουν μεγάλο μέρος της ευθύνης για την αύξηση των τιμών. xyxy=(212,1008,407,1119)
story-headline: Ο ΠΡΟΕΔΡΟΣ ΤΗΣ ΣΕΝΕΓΑΛΗΣ ΘΑ ΕΠΙΣΚΕΦΘΕΙ ΤΗΝ ΘΕΣΣΑΛΟΝΙΚΗ xyxy=(38,22,180,89)
story-paragraph: Η εφημερίδα «Στάμπα», με τίτλο «Ο Καραμανλής έφερε το μεσογειακό πρόβλημα», γράφει ότι η Ελλάδα και η Ιταλία πρέπει να συνεργασθούν στενά για την αντιμετώπιση των προβλημάτων της περιοχής. xyxy=(1220,521,1412,608)
story-paragraph: Τα αμερικανικά στρατεύματα στη Νότια Κορέα τέθηκαν σε κατάσταση επιφυλακής. xyxy=(212,592,407,629)
story-headline: Ο ΠΑΤΟΛΙΤΣΕΦ ΣΤΗ ΡΩΜΗ ΓΙΑ ΣΥΝΟΜΙΛΙΕΣ xyxy=(663,1363,766,1408)
story-columns xyxy=(212,2041,612,2159)
story-paragraph: ΛΥΔΔΑ, Ισραήλ, 26. (Ρώυτερ).— Ισραηλινό στρατιωτικό δικαστήριο καταδίκασε σε ισόβια δεσμά δύο νεαρούς Παλαιστινίους οι οποίοι είχαν κριθεί ένοχοι για τη δολοφονία τεσσάρων ατόμων σε επιδρομή το 1978. xyxy=(18,1458,200,1557)
story-paragraph: ΣΑΝ ΣΑΛΒΑΝΤΟΡ, 26. (Ασσ. Πρές).— Ομάδα ενόπλων ανταρτών της αριστερής οργάνωσης κατέλαβε ραδιοφωνικό σταθμό στην πρωτεύουσα του Σαλβαδόρ και μετέδωσε μηνύματα με τα οποία καλούσε τον πληθυσμό σε εξέγερση κατά της στρατιωτικής χούντας. xyxy=(624,840,806,964)
story-paragraph: ΛΕΥΚΩΣΙΑ, 26. (Του ανταποκριτή μας).— Σήμερα μεσημέρι έγινε στο Προεδρικό Μέγαρο η απολογία του προέδρου του ΑΠΝΕ για την υπόθεση των δηλώσεών του. xyxy=(1220,1424,1412,1487)
